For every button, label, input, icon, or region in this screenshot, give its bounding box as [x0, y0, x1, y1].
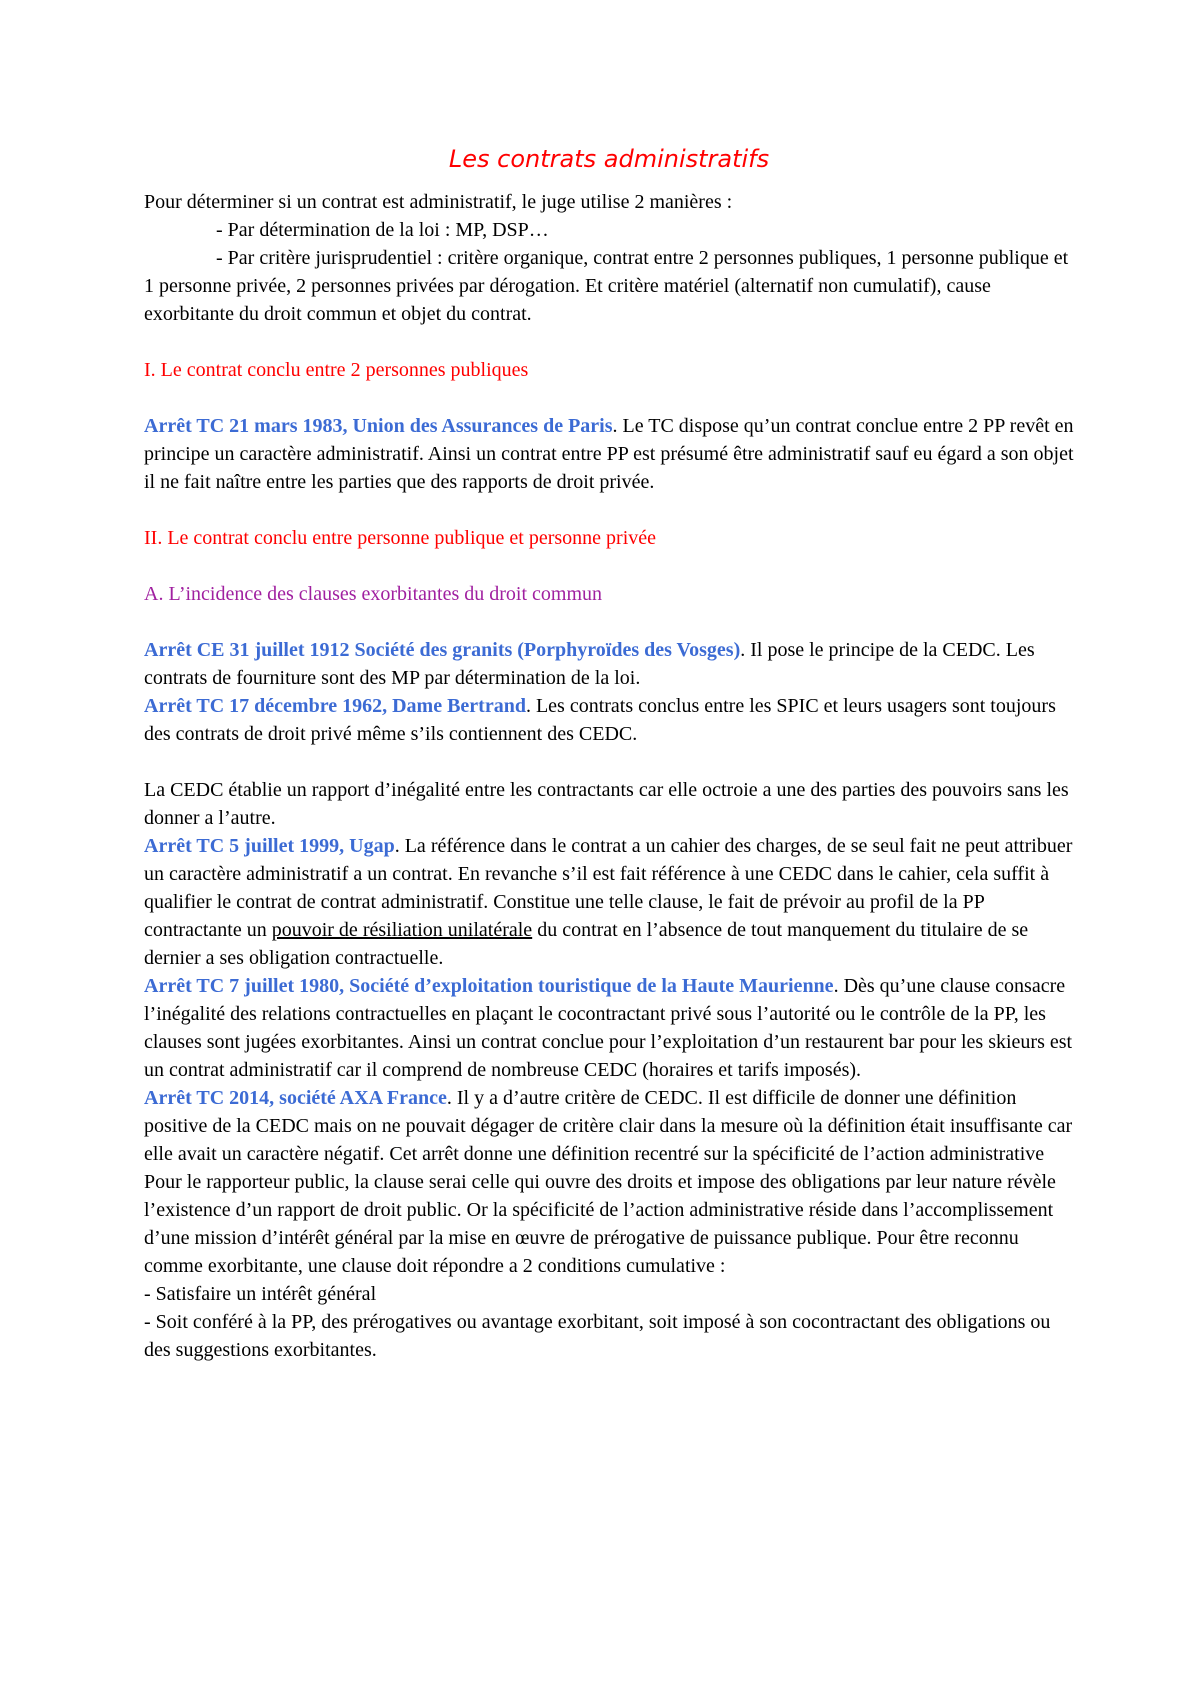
intro-item-1: - Par détermination de la loi : MP, DSP…: [216, 219, 549, 241]
subsection-a-heading: A. L’incidence des clauses exorbitantes du droit commun: [144, 583, 603, 605]
condition-1: - Satisfaire un intérêt général: [144, 1283, 377, 1305]
arret-reference: Arrêt TC 21 mars 1983, Union des Assurances de Paris: [144, 415, 613, 437]
arret-reference: Arrêt CE 31 juillet 1912 Société des granits (Porphyroïdes des Vosges): [144, 639, 741, 661]
paragraph-cedc-inegalite: La CEDC établie un rapport d’inégalité entre les contractants car elle octroie a une des parties des pouvoirs sans les donner a l’autre.: [144, 779, 1069, 829]
intro-item-2: - Par critère jurisprudentiel : critère organique, contrat entre 2 personnes publiques, 1 personne publique et 1 personne privée, 2 personnes privées par dérogation. Et critère matériel (alternatif non cumulatif), cause exorbitante du droit commun et objet du contrat.: [144, 247, 1069, 325]
paragraph-dame-bertrand: Arrêt TC 17 décembre 1962, Dame Bertrand. Les contrats conclus entre les SPIC et leurs usagers sont toujours des contrats de droit privé même s’ils contiennent des CEDC.: [144, 695, 1056, 745]
condition-2: - Soit conféré à la PP, des prérogatives ou avantage exorbitant, soit imposé à son cocontractant des obligations ou des suggestions exorbitantes.: [144, 1311, 1051, 1361]
paragraph-haute-maurienne: Arrêt TC 7 juillet 1980, Société d’exploitation touristique de la Haute Maurienne. Dès qu’une clause consacre l’inégalité des relations contractuelles en plaçant le cocontractant privé sous l’autorité ou le contrôle de la PP, les clauses sont jugées exorbitantes. Ainsi un contrat conclue pour l’exploitation d’un restaurent bar pour les skieurs est un contrat administratif car il comprend de nombreuse CEDC (horaires et tarifs imposés).: [144, 975, 1073, 1081]
document-title: Les contrats administratifs: [448, 145, 770, 173]
intro-line: Pour déterminer si un contrat est administratif, le juge utilise 2 manières :: [144, 191, 733, 213]
paragraph-granits: Arrêt CE 31 juillet 1912 Société des granits (Porphyroïdes des Vosges). Il pose le principe de la CEDC. Les contrats de fourniture sont des MP par détermination de la loi.: [144, 639, 1035, 689]
document-body: [144, 142, 1074, 1364]
section-1-paragraph: Arrêt TC 21 mars 1983, Union des Assurances de Paris. Le TC dispose qu’un contrat conclue entre 2 PP revêt en principe un caractère administratif. Ainsi un contrat entre PP est présumé être administratif sauf eu égard a son objet il ne fait naître entre les parties que des rapports de droit privée.: [144, 415, 1074, 493]
paragraph-axa-france: Arrêt TC 2014, société AXA France. Il y a d’autre critère de CEDC. Il est difficile de donner une définition positive de la CEDC mais on ne pouvait dégager de critère clair dans la mesure où la définition était insuffisante car elle avait un caractère négatif. Cet arrêt donne une définition recentré sur la spécificité de l’action administrative Pour le rapporteur public, la clause serai celle qui ouvre des droits et impose des obligations par leur nature révèle l’existence d’un rapport de droit public. Or la spécificité de l’action administrative réside dans l’accomplissement d’une mission d’intérêt général par la mise en œuvre de prérogative de puissance publique. Pour être reconnu comme exorbitante, une clause doit répondre a 2 conditions cumulative :: [144, 1087, 1073, 1277]
arret-reference: Arrêt TC 17 décembre 1962, Dame Bertrand: [144, 695, 526, 717]
arret-reference: Arrêt TC 7 juillet 1980, Société d’exploitation touristique de la Haute Maurienne: [144, 975, 834, 997]
arret-reference: Arrêt TC 2014, société AXA France: [144, 1087, 447, 1109]
arret-reference: Arrêt TC 5 juillet 1999, Ugap: [144, 835, 395, 857]
section-1-heading: I. Le contrat conclu entre 2 personnes publiques: [144, 359, 529, 381]
section-2-heading: II. Le contrat conclu entre personne publique et personne privée: [144, 527, 657, 549]
underlined-phrase: pouvoir de résiliation unilatérale: [271, 919, 533, 941]
paragraph-ugap: Arrêt TC 5 juillet 1999, Ugap. La référence dans le contrat a un cahier des charges, de se seul fait ne peut attribuer un caractère administratif a un contrat. En revanche s’il est fait référence à une CEDC dans le cahier, cela suffit à qualifier le contrat de contrat administratif. Constitue une telle clause, le fait de prévoir au profil de la PP contractante un pouvoir de résiliation unilatérale du contrat en l’absence de tout manquement du titulaire de se dernier a ses obligation contractuelle.: [144, 835, 1073, 969]
